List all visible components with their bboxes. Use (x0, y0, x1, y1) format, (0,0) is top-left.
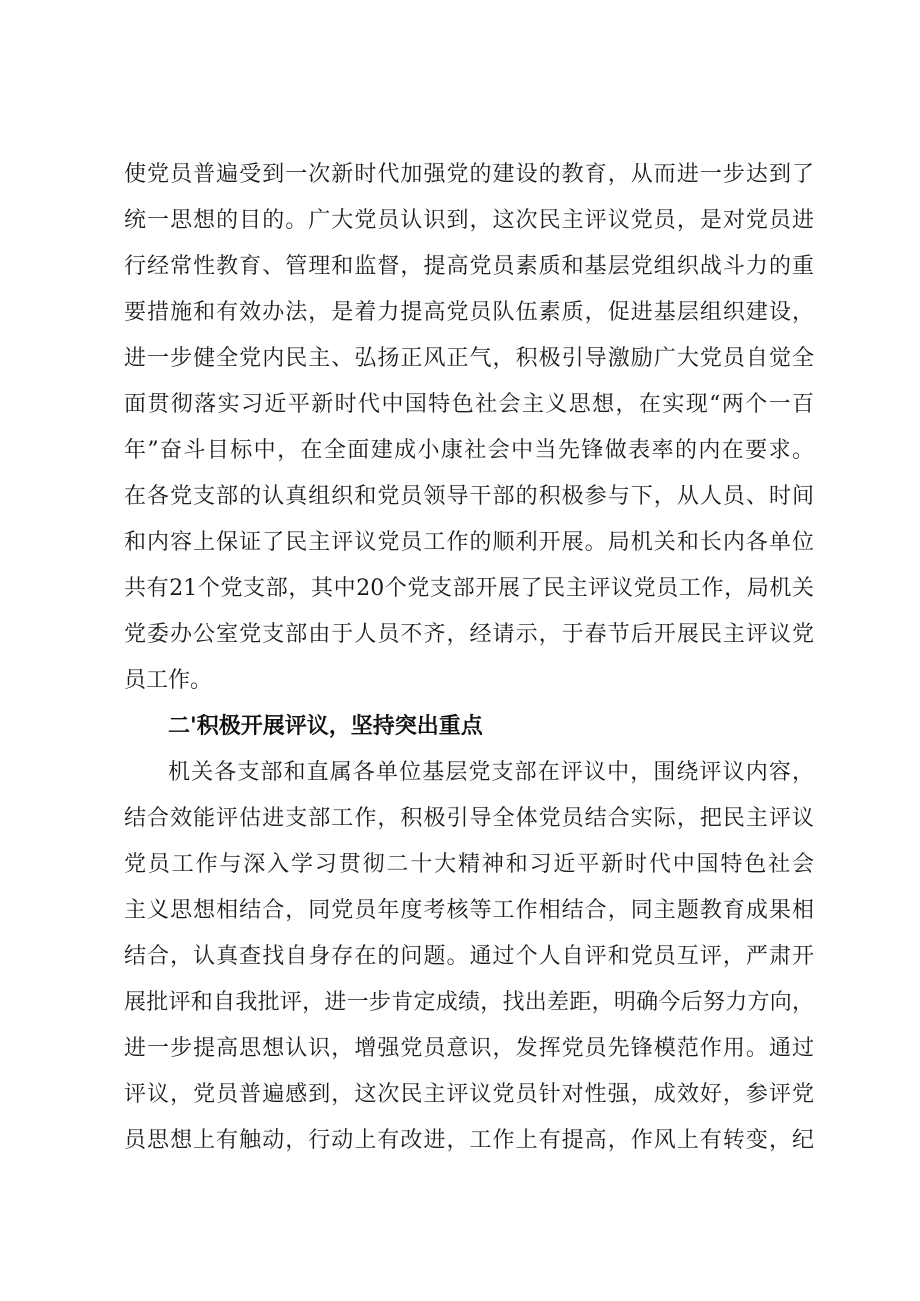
paragraph-line: 党委办公室党支部由于人员不齐，经请示，于春节后开展民主评议党 (124, 622, 814, 647)
paragraph-line: 员工作。 (124, 668, 213, 693)
paragraph-line: 进一步健全党内民主、弘扬正风正气，积极引导激励广大党员自觉全 (124, 346, 814, 371)
paragraph-line: 在各党支部的认真组织和党员领导干部的积极参与下，从人员、时间 (124, 484, 814, 509)
paragraph-line: 评议，党员普遍感到，这次民主评议党员针对性强，成效好，参评党 (124, 1082, 814, 1107)
paragraph-line: 使党员普遍受到一次新时代加强党的建设的教育，从而进一步达到了 (124, 162, 814, 187)
paragraph-line: 和内容上保证了民主评议党员工作的顺利开展。局机关和长内各单位 (124, 530, 814, 555)
document-body (124, 152, 814, 1164)
paragraph-line: 行经常性教育、管理和监督，提高党员素质和基层党组织战斗力的重 (124, 254, 814, 279)
paragraph-line: 面贯彻落实习近平新时代中国特色社会主义思想，在实现“两个一百 (124, 392, 814, 417)
paragraph-line: 党员工作与深入学习贯彻二十大精神和习近平新时代中国特色社会 (124, 852, 814, 877)
paragraph-line: 展批评和自我批评，进一步肯定成绩，找出差距，明确今后努力方向， (124, 990, 814, 1015)
paragraph-line: 进一步提高思想认识，增强党员意识，发挥党员先锋模范作用。通过 (124, 1036, 814, 1061)
paragraph-2 (124, 750, 814, 1164)
paragraph-line: 共有21个党支部，其中20个党支部开展了民主评议党员工作，局机关 (124, 576, 814, 601)
paragraph-line: 年”奋斗目标中，在全面建成小康社会中当先锋做表率的内在要求。 (124, 438, 814, 463)
paragraph-line: 员思想上有触动，行动上有改进，工作上有提高，作风上有转变，纪 (124, 1128, 814, 1153)
paragraph-line: 主义思想相结合，同党员年度考核等工作相结合，同主题教育成果相 (124, 898, 814, 923)
paragraph-1 (124, 152, 814, 704)
paragraph-line: 要措施和有效办法，是着力提高党员队伍素质，促进基层组织建设， (124, 300, 814, 325)
paragraph-line: 结合效能评估进支部工作，积极引导全体党员结合实际，把民主评议 (124, 806, 814, 831)
paragraph-line: 结合，认真查找自身存在的问题。通过个人自评和党员互评，严肃开 (124, 944, 814, 969)
paragraph-line: 统一思想的目的。广大党员认识到，这次民主评议党员，是对党员进 (124, 208, 814, 233)
section-heading: 二'积极开展评议，坚持突出重点 (168, 714, 483, 739)
paragraph-line: 机关各支部和直属各单位基层党支部在评议中，围绕评议内容， (168, 760, 814, 785)
